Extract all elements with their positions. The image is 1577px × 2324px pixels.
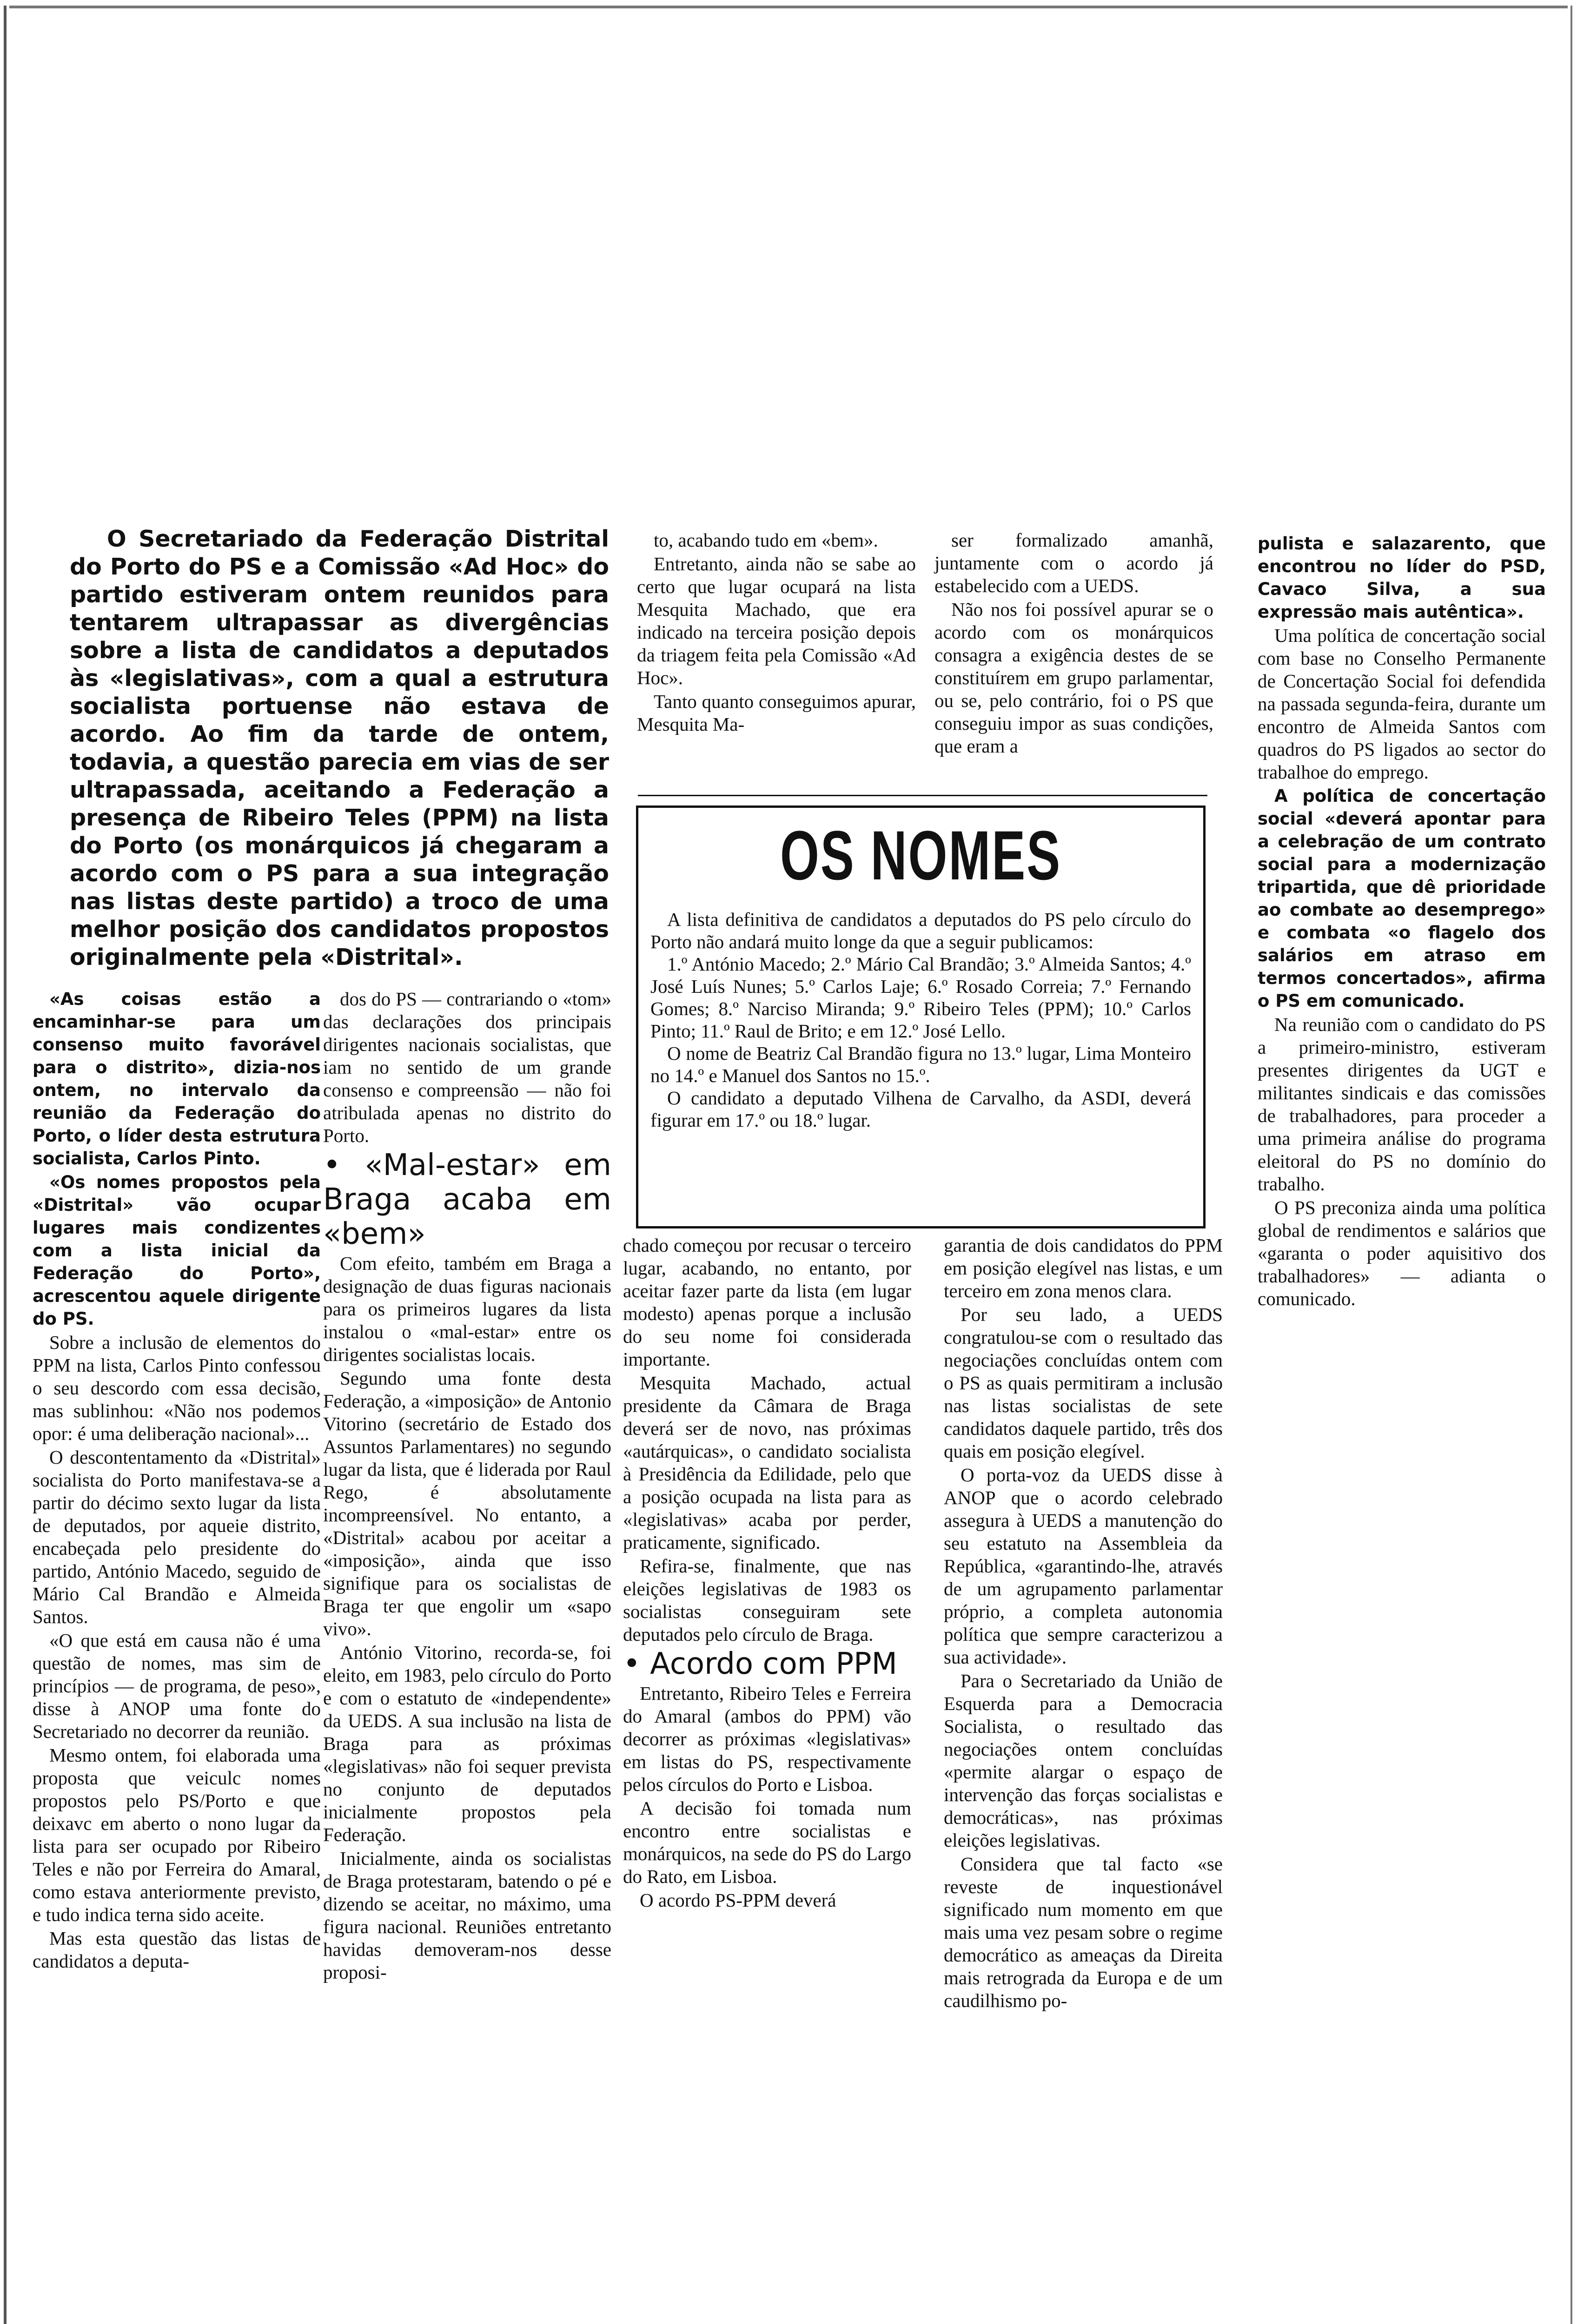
col4-paragraph: Não nos foi possível apurar se o acordo com os monárquicos consagra a exigência destes de se constituírem em grupo parlamentar, ou se, pelo contrário, foi o PS que conseguiu impor as suas condições, que eram a (934, 599, 1213, 757)
column-4-bottom (944, 1234, 1223, 2013)
column-2 (323, 988, 611, 1985)
column-3-top (637, 529, 916, 737)
box-paragraph: A lista definitiva de candidatos a deputados do PS pelo círculo do Porto não andará muito longe da que a seguir publicamos: (650, 909, 1191, 952)
col5-paragraph: A política de concertação social «deverá apontar para a celebração de um contrato social para a modernização tripartida, que dê prioridade ao combate ao desemprego» e combata «o flagelo dos salários em atraso em termos concertados», afirma o PS em comunicado. (1258, 786, 1546, 1011)
col2-paragraph: António Vitorino, recorda-se, foi eleito, em 1983, pelo círculo do Porto e com o estatuto de «independente» da UEDS. A sua inclusão na lista de Braga para as próximas «legislativas» não foi sequer prevista no conjunto de deputados inicialmente propostos pela Federação. (323, 1642, 611, 1845)
col3-paragraph: to, acabando tudo em «bem». (654, 529, 878, 551)
col1-paragraph: O descontentamento da «Distrital» socialista do Porto manifestava-se a partir do décimo sexto lugar da lista de deputados, por aqueie distrito, encabeçada pelo presidente do partido, António Macedo, seguido de Mário Cal Brandão e Almeida Santos. (33, 1446, 321, 1627)
col5-paragraph: O PS preconiza ainda uma política global de rendimentos e salários que «garanta o poder aquisitivo dos trabalhadores» — adianta o comunicado. (1258, 1197, 1546, 1309)
box-paragraph: O nome de Beatriz Cal Brandão figura no 13.º lugar, Lima Monteiro no 14.º e Manuel dos Santos no 15.º. (650, 1043, 1191, 1086)
col2-subhead: • «Mal-estar» em Braga acaba em «bem» (323, 1148, 611, 1251)
col5-paragraph: pulista e salazarento, que encontrou no líder do PSD, Cavaco Silva, a sua expressão mais autêntica». (1258, 534, 1546, 622)
col3-paragraph: A decisão foi tomada num encontro entre socialistas e monárquicos, na sede do PS do Largo do Rato, em Lisboa. (623, 1797, 911, 1887)
box-paragraph: 1.º António Macedo; 2.º Mário Cal Brandão; 3.º Almeida Santos; 4.º José Luís Nunes; 5.º Carlos Laje; 6.º Rosado Correia; 7.º Fernando Gomes; 8.º Narciso Miranda; 9.º Ribeiro Teles (PPM); 10.º Carlos Pinto; 11.º Raul de Brito; e em 12.º José Lello. (650, 953, 1191, 1042)
col1-paragraph: «As coisas estão a encaminhar-se para um consenso muito favorável para o distrito», dizia-nos ontem, no intervalo da reunião da Federação do Porto, o líder desta estrutura socialista, Carlos Pinto. (33, 989, 321, 1169)
col1-paragraph: Sobre a inclusão de elementos do PPM na lista, Carlos Pinto confessou o seu descordo com essa decisão, mas sublinhou: «Não nos podemos opor: é uma deliberação nacional»... (33, 1332, 321, 1444)
col3-paragraph: Mesquita Machado, actual presidente da Câmara de Braga deverá ser de novo, nas próximas «autárquicas», o candidato socialista à Presidência da Edilidade, pelo que a posição ocupada na lista para as «legislativas» acaba por perder, praticamente, significado. (623, 1372, 911, 1553)
col2-paragraph: Segundo uma fonte desta Federação, a «imposição» de Antonio Vitorino (secretário de Estado dos Assuntos Parlamentares) no segundo lugar da lista, que é liderada por Raul Rego, é absolutamente incompreensível. No entanto, a «Distrital» acabou por aceitar a «imposição», ainda que isso signifique para os socialistas de Braga ter que engolir um «sapo vivo». (323, 1367, 611, 1639)
col4-paragraph: O porta-voz da UEDS disse à ANOP que o acordo celebrado assegura à UEDS a manutenção do seu estatuto na Assembleia da República, «garantindo-lhe, através de um agrupamento parlamentar próprio, a completa autonomia política que sempre caracterizou a sua actividade». (944, 1464, 1223, 1668)
col3-paragraph: Entretanto, Ribeiro Teles e Ferreira do Amaral (ambos do PPM) vão decorrer as próximas «legislativas» em listas do PS, respectivamente pelos círculos do Porto e Lisboa. (623, 1683, 911, 1795)
col3-paragraph: Refira-se, finalmente, que nas eleições legislativas de 1983 os socialistas conseguiram sete deputados pelo círculo de Braga. (623, 1555, 911, 1645)
col4-paragraph: ser formalizado amanhã, juntamente com o acordo já estabelecido com a UEDS. (934, 529, 1213, 596)
col4-paragraph: garantia de dois candidatos do PPM em posição elegível nas listas, e um terceiro em zona menos clara. (944, 1235, 1223, 1301)
box-paragraph: O candidato a deputado Vilhena de Carvalho, da ASDI, deverá figurar em 17.º ou 18.º lugar. (650, 1087, 1191, 1131)
col3-subhead: • Acordo com PPM (623, 1647, 897, 1681)
col3-paragraph: chado começou por recusar o terceiro lugar, acabando, no entanto, por aceitar fazer parte da lista (em lugar modesto) apenas porque a inclusão do seu nome foi considerada importante. (623, 1235, 911, 1370)
col1-paragraph: «O que está em causa não é uma questão de nomes, mas sim de princípios — de programa, de peso», disse à ANOP uma fonte do Secretariado no decorrer da reunião. (33, 1630, 321, 1742)
col3-paragraph: O acordo PS-PPM deverá (640, 1889, 836, 1911)
col5-paragraph: Na reunião com o candidato do PS a primeiro-ministro, estiveram presentes dirigentes da UGT e militantes sindicais e das comissões de trabalhadores, para proceder a uma primeira análise do programa eleitoral do PS no domínio do trabalho. (1258, 1014, 1546, 1195)
col2-paragraph: dos do PS — contrariando o «tom» das declarações dos principais dirigentes nacionais socialistas, que iam no sentido de um grande consenso e compreensão — não foi atribulada apenas no distrito do Porto. (323, 988, 611, 1146)
box-top-rule (638, 795, 1207, 796)
col4-paragraph: Considera que tal facto «se reveste de inquestionável significado num momento em que mais uma vez pesam sobre o regime democrático as ameaças da Direita mais retrograda da Europa e de um caudilhismo po- (944, 1853, 1223, 2011)
column-1 (33, 988, 321, 1974)
page-border-right (1570, 6, 1572, 2324)
col2-paragraph: Com efeito, também em Braga a designação de duas figuras nacionais para os primeiros lugares da lista instalou o «mal-estar» entre os dirigentes socialistas locais. (323, 1253, 611, 1365)
col2-paragraph: Inicialmente, ainda os socialistas de Braga protestaram, batendo o pé e dizendo se aceitar, no máximo, uma figura nacional. Reuniões entretanto havidas demoveram-nos desse proposi- (323, 1848, 611, 1983)
col5-paragraph: Uma política de concertação social com base no Conselho Permanente de Concertação Social foi defendida na passada segunda-feira, durante um encontro de Almeida Santos com quadros do PS ligados ao sector do trabalhoe do emprego. (1258, 625, 1546, 783)
box-title: OS NOMES (780, 816, 1062, 894)
col3-paragraph: Entretanto, ainda não se sabe ao certo que lugar ocupará na lista Mesquita Machado, que era indicado na terceira posição depois da triagem feita pela Comissão «Ad Hoc». (637, 553, 916, 688)
col1-paragraph: Mas esta questão das listas de candidatos a deputa- (33, 1928, 321, 1972)
os-nomes-box (636, 805, 1206, 1228)
col4-paragraph: Para o Secretariado da União de Esquerda para a Democracia Socialista, o resultado das negociações ontem concluídas «permite alargar o espaço de intervenção das forças socialistas e democráticas», nas próximas eleições legislativas. (944, 1670, 1223, 1851)
col4-paragraph: Por seu lado, a UEDS congratulou-se com o resultado das negociações concluídas ontem com o PS as quais permitiram a inclusão nas listas socialistas de sete candidatos daquele partido, três dos quais em posição elegível. (944, 1304, 1223, 1462)
col3-paragraph: Tanto quanto conseguimos apurar, Mesquita Ma- (637, 691, 916, 735)
col1-paragraph: «Os nomes propostos pela «Distrital» vão ocupar lugares mais condizentes com a lista inicial da Federação do Porto», acrescentou aquele dirigente do PS. (33, 1172, 321, 1329)
column-3-bottom (623, 1234, 911, 1913)
col1-paragraph: Mesmo ontem, foi elaborada uma proposta que veiculc nomes propostos pelo PS/Porto e que deixavc em aberto o nono lugar da lista para ser ocupado por Ribeiro Teles e não por Ferreira do Amaral, como estava anteriormente previsto, e tudo indica terna sido aceite. (33, 1744, 321, 1925)
lead-paragraph: O Secretariado da Federação Distrital do Porto do PS e a Comissão «Ad Hoc» do partido estiveram ontem reunidos para tentarem ultrapassar as divergências sobre a lista de candidatos a deputados às «legislativas», com a qual a estrutura socialista portuense não estava de acordo. Ao fim da tarde de ontem, todavia, a questão parecia em vias de ser ultrapassada, aceitando a Federação a presença de Ribeiro Teles (PPM) na lista do Porto (os monárquicos já chegaram a acordo com o PS para a sua integração nas listas deste partido) a troco de uma melhor posição dos candidatos propostos originalmente pela «Distrital». (70, 526, 609, 971)
column-5 (1258, 532, 1546, 1311)
column-4-top (934, 529, 1213, 759)
page-border-top (9, 6, 1568, 8)
page-border-left (4, 6, 7, 2324)
